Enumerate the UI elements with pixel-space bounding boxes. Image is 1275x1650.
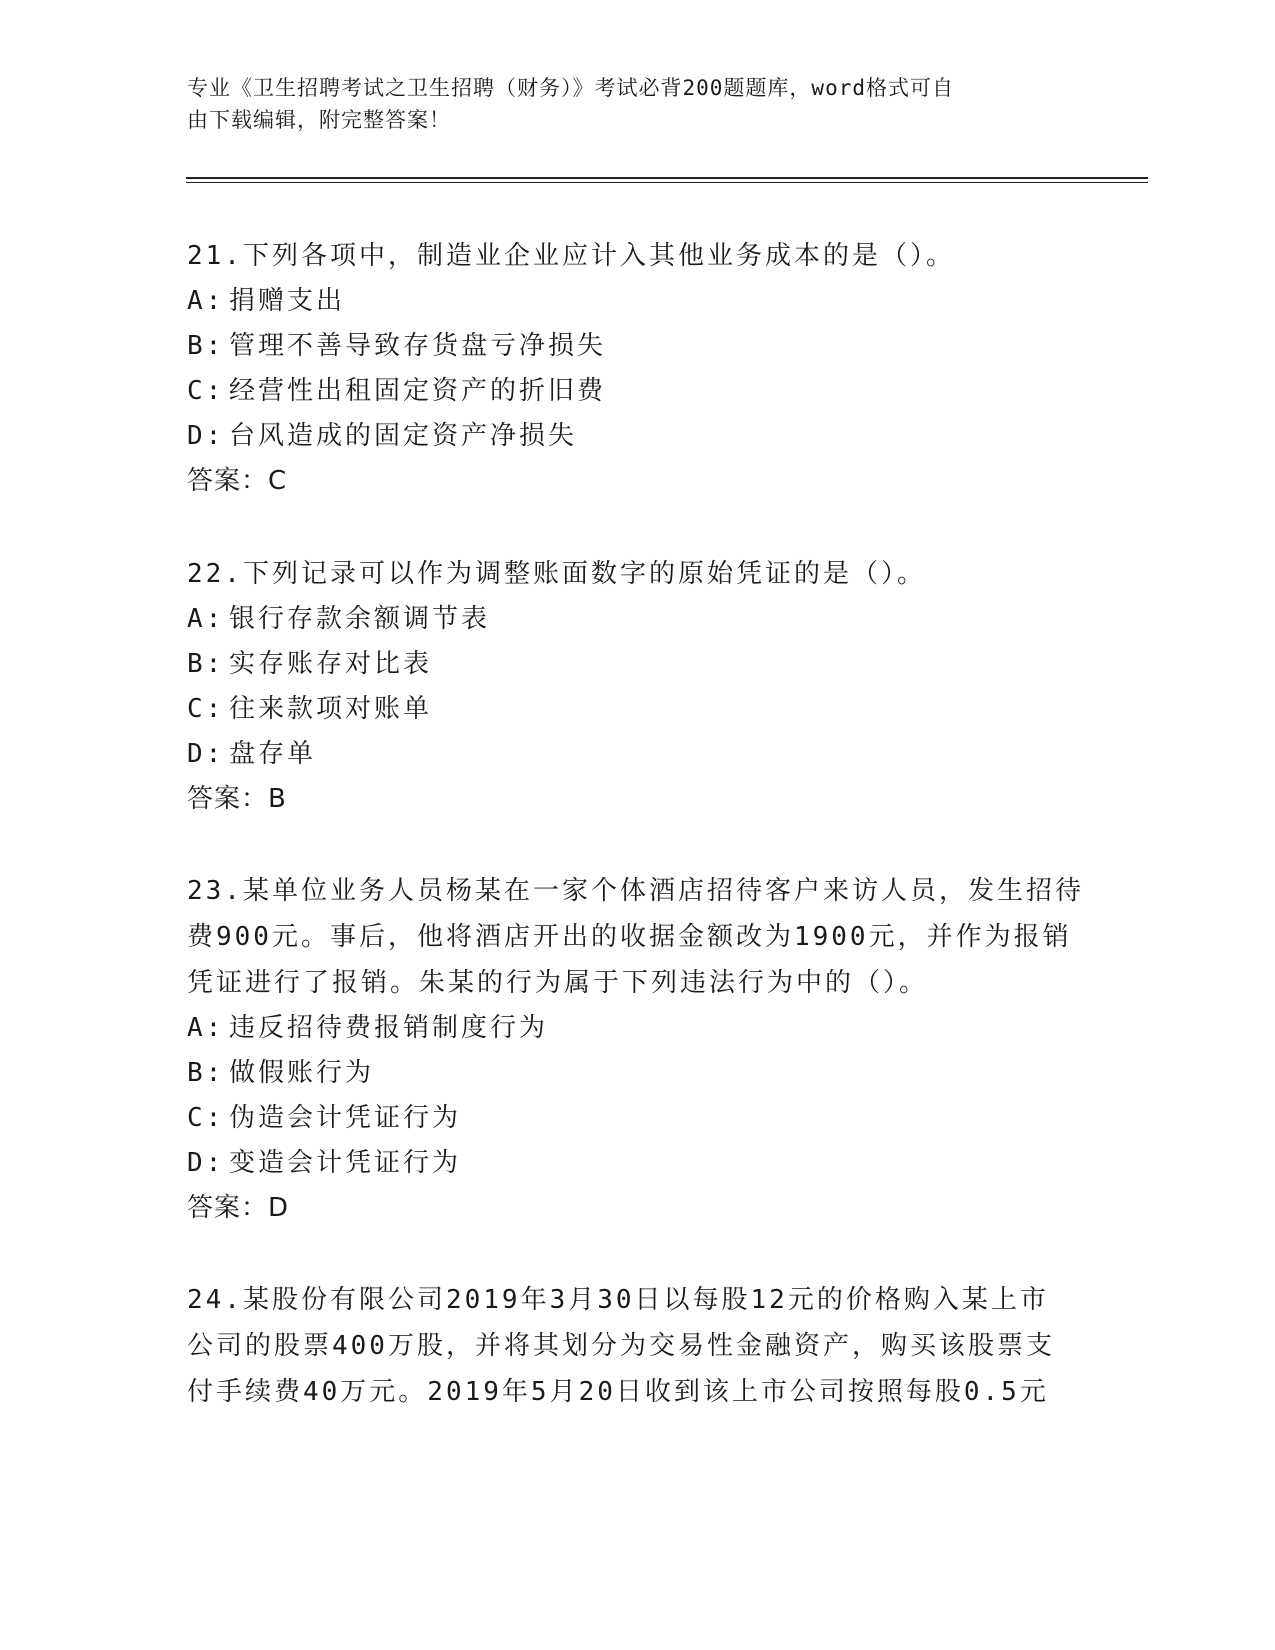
option-key: C:	[187, 376, 225, 406]
question-21	[187, 233, 1087, 504]
question-23	[187, 868, 1087, 1231]
option-key: B:	[187, 331, 225, 361]
question-stem-line-2: 费900元。事后，他将酒店开出的收据金额改为1900元，并作为报销	[187, 922, 1072, 952]
option-text: 台风造成的固定资产净损失	[229, 421, 578, 451]
option-c	[187, 369, 1087, 414]
option-c	[187, 687, 1087, 732]
option-text: 违反招待费报销制度行为	[229, 1013, 549, 1043]
option-text: 伪造会计凭证行为	[229, 1103, 462, 1133]
header-line-2: 由下载编辑，附完整答案！	[187, 108, 451, 132]
option-d	[187, 414, 1087, 459]
option-text: 捐赠支出	[229, 286, 346, 316]
option-key: A:	[187, 604, 225, 634]
option-d	[187, 732, 1087, 777]
question-24	[187, 1277, 1087, 1415]
question-22	[187, 551, 1087, 822]
document-header	[187, 72, 1067, 136]
option-key: D:	[187, 739, 225, 769]
option-b	[187, 1051, 1087, 1096]
option-text: 银行存款余额调节表	[229, 604, 491, 634]
option-key: D:	[187, 421, 225, 451]
question-stem-line-2: 公司的股票400万股，并将其划分为交易性金融资产，购买该股票支	[187, 1331, 1055, 1361]
question-stem: 21.下列各项中，制造业企业应计入其他业务成本的是（）。	[187, 241, 955, 271]
option-key: B:	[187, 649, 225, 679]
option-a	[187, 279, 1087, 324]
question-stem-line-1: 24.某股份有限公司2019年3月30日以每股12元的价格购入某上市	[187, 1285, 1049, 1315]
option-key: C:	[187, 1103, 225, 1133]
option-c	[187, 1096, 1087, 1141]
option-d	[187, 1141, 1087, 1186]
option-key: A:	[187, 1013, 225, 1043]
option-key: B:	[187, 1058, 225, 1088]
answer: 答案：D	[187, 1193, 290, 1223]
option-text: 变造会计凭证行为	[229, 1148, 462, 1178]
option-text: 盘存单	[229, 739, 317, 769]
answer: 答案：B	[187, 784, 287, 814]
option-a	[187, 597, 1087, 642]
header-divider-thin	[186, 182, 1148, 183]
option-key: D:	[187, 1148, 225, 1178]
question-stem: 22.下列记录可以作为调整账面数字的原始凭证的是（）。	[187, 559, 926, 589]
header-line-1: 专业《卫生招聘考试之卫生招聘（财务）》考试必背200题题库，word格式可自	[187, 76, 954, 100]
question-stem-line-3: 付手续费40万元。2019年5月20日收到该上市公司按照每股0.5元	[187, 1377, 1049, 1407]
option-key: A:	[187, 286, 225, 316]
option-text: 实存账存对比表	[229, 649, 433, 679]
option-text: 管理不善导致存货盘亏净损失	[229, 331, 607, 361]
answer: 答案：C	[187, 466, 288, 496]
option-b	[187, 642, 1087, 687]
option-a	[187, 1006, 1087, 1051]
option-text: 经营性出租固定资产的折旧费	[229, 376, 607, 406]
option-key: C:	[187, 694, 225, 724]
option-b	[187, 324, 1087, 369]
option-text: 做假账行为	[229, 1058, 375, 1088]
question-stem-line-3: 凭证进行了报销。朱某的行为属于下列违法行为中的（）。	[187, 968, 929, 998]
option-text: 往来款项对账单	[229, 694, 433, 724]
question-stem-line-1: 23.某单位业务人员杨某在一家个体酒店招待客户来访人员，发生招待	[187, 876, 1084, 906]
header-divider	[186, 177, 1148, 179]
